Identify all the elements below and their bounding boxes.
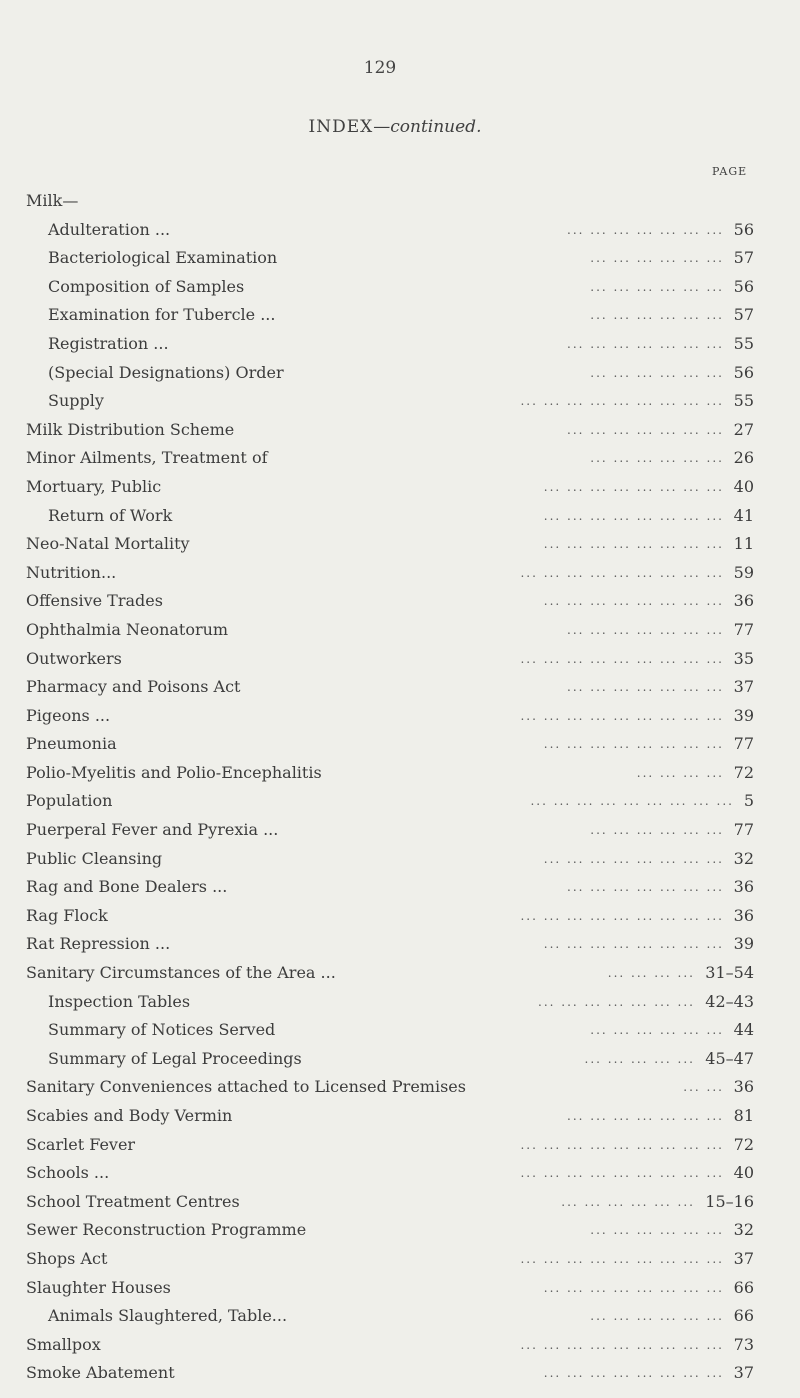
index-entry-label: Puerperal Fever and Pyrexia ... bbox=[26, 820, 279, 840]
title-main: INDEX bbox=[308, 117, 374, 137]
index-entry-leader-dots: ... ... ... ... ... ... ... ... bbox=[543, 479, 724, 494]
index-entry-label: Rag Flock bbox=[26, 905, 108, 925]
index-entry-page: 36 bbox=[733, 1077, 754, 1097]
index-entry bbox=[26, 1245, 766, 1274]
index-entry-label: Bacteriological Examination bbox=[48, 248, 278, 268]
index-entry-label: Milk Distribution Scheme bbox=[26, 419, 235, 439]
index-entry-label: Scabies and Body Vermin bbox=[26, 1106, 233, 1125]
index-entry bbox=[26, 559, 766, 588]
index-entry bbox=[26, 873, 766, 902]
index-entry bbox=[26, 416, 766, 445]
index-entry bbox=[26, 1045, 766, 1074]
index-entry-leader-dots: ... ... ... ... ... ... ... ... ... bbox=[520, 908, 724, 923]
index-entry-label: Public Cleansing bbox=[26, 848, 163, 868]
index-entry-page: 27 bbox=[733, 419, 754, 439]
index-entry-leader-dots: ... ... ... ... bbox=[607, 966, 695, 981]
index-entry bbox=[26, 845, 766, 874]
index-entry-page: 66 bbox=[733, 1306, 754, 1326]
index-entry-leader-dots: ... ... ... ... ... ... bbox=[561, 1194, 695, 1209]
index-entry-label: Inspection Tables bbox=[48, 991, 191, 1011]
index-entry-leader-dots: ... ... ... ... ... ... ... ... ... bbox=[520, 708, 724, 723]
index-entry bbox=[26, 1102, 766, 1131]
index-entry-label: Milk— bbox=[26, 191, 79, 210]
index-entry bbox=[26, 1188, 766, 1217]
index-entry bbox=[26, 1073, 766, 1102]
index-entry-leader-dots: ... ... ... ... ... ... bbox=[590, 1309, 724, 1324]
index-entry bbox=[26, 787, 766, 816]
index-entry-page: 37 bbox=[733, 1363, 754, 1383]
index-entry bbox=[26, 673, 766, 702]
index-entry-label: Offensive Trades bbox=[26, 591, 163, 611]
index-entry-leader-dots: ... ... ... ... ... ... ... bbox=[538, 994, 695, 1009]
index-entry-page: 77 bbox=[733, 619, 754, 639]
index-entry-label: Sanitary Conveniences attached to Licensed Premises bbox=[26, 1077, 466, 1097]
index-entry-leader-dots: ... ... ... ... ... ... ... ... bbox=[543, 1366, 724, 1381]
index-entry bbox=[26, 988, 766, 1017]
index-entry bbox=[26, 216, 766, 245]
index-entry-page: 56 bbox=[733, 219, 754, 239]
page-number: 129 bbox=[363, 58, 397, 78]
index-entry-page: 36 bbox=[733, 905, 754, 925]
index-entry-label: Sanitary Circumstances of the Area ... bbox=[26, 963, 336, 983]
index-entry-label: Rat Repression ... bbox=[26, 934, 171, 954]
index-entry-label: Population bbox=[26, 791, 113, 811]
index-entry-page: 81 bbox=[733, 1106, 754, 1125]
index-entry-label: Adulteration ... bbox=[48, 219, 171, 239]
index-entry-leader-dots: ... ... ... ... ... bbox=[584, 1051, 695, 1066]
index-entry bbox=[26, 759, 766, 788]
index-entry-label: Polio-Myelitis and Polio-Encephalitis bbox=[26, 762, 322, 782]
title-suffix: —continued. bbox=[373, 117, 482, 137]
index-entry-page: 59 bbox=[733, 562, 754, 582]
index-entry-label: Pigeons ... bbox=[26, 705, 111, 725]
index-entry bbox=[26, 616, 766, 645]
index-entry-label: Supply bbox=[48, 391, 104, 411]
index-entry-page: 44 bbox=[733, 1020, 754, 1040]
index-entry-label: Rag and Bone Dealers ... bbox=[26, 877, 228, 897]
page-title bbox=[0, 117, 790, 137]
index-entry-leader-dots: ... ... ... ... ... ... ... ... ... bbox=[520, 394, 724, 409]
index-entry-page: 56 bbox=[733, 276, 754, 296]
index-entry-page: 72 bbox=[733, 762, 754, 782]
index-entry-page: 77 bbox=[733, 734, 754, 754]
index-entry bbox=[26, 1159, 766, 1188]
index-entry bbox=[26, 1274, 766, 1303]
index-entry-label: Sewer Reconstruction Programme bbox=[26, 1220, 307, 1240]
index-entry-leader-dots: ... ... ... ... ... ... ... bbox=[567, 422, 724, 437]
index-entry-leader-dots: ... ... ... ... ... ... ... bbox=[567, 222, 724, 237]
index-entry bbox=[26, 1131, 766, 1160]
index-entry-leader-dots: ... ... ... ... ... ... ... ... bbox=[543, 737, 724, 752]
index-entry bbox=[26, 187, 766, 216]
index-entry-page: 41 bbox=[733, 505, 754, 525]
index-entry bbox=[26, 902, 766, 931]
index-entry-leader-dots: ... ... ... ... bbox=[636, 765, 724, 780]
index-entry bbox=[26, 930, 766, 959]
index-entry-leader-dots: ... ... ... ... ... ... ... bbox=[567, 880, 724, 895]
index-entry-label: Pharmacy and Poisons Act bbox=[26, 677, 241, 697]
index-entry bbox=[26, 444, 766, 473]
index-entry-label: Smoke Abatement bbox=[26, 1363, 175, 1383]
index-entry-leader-dots: ... ... ... ... ... ... bbox=[590, 823, 724, 838]
index-entry-page: 15–16 bbox=[705, 1191, 754, 1211]
index-entry bbox=[26, 587, 766, 616]
index-entry-label: Neo-Natal Mortality bbox=[26, 534, 190, 554]
index-entry-label: Pneumonia bbox=[26, 734, 117, 754]
index-entry-page: 32 bbox=[733, 848, 754, 868]
index-entry-leader-dots: ... ... ... ... ... ... bbox=[590, 1023, 724, 1038]
index-entry bbox=[26, 645, 766, 674]
index-entry-leader-dots: ... ... ... ... ... ... ... ... ... bbox=[520, 565, 724, 580]
index-entry-leader-dots: ... ... ... ... ... ... bbox=[590, 279, 724, 294]
index-entry bbox=[26, 702, 766, 731]
index-entry-page: 37 bbox=[733, 1248, 754, 1268]
index-entry bbox=[26, 1359, 766, 1388]
index-entry-page: 66 bbox=[733, 1277, 754, 1297]
index-entry-page: 39 bbox=[733, 705, 754, 725]
index-entry-label: Return of Work bbox=[48, 505, 173, 525]
index-entry-page: 77 bbox=[733, 820, 754, 840]
index-entry-label: Summary of Notices Served bbox=[48, 1020, 276, 1040]
index-entry-label: Composition of Samples bbox=[48, 276, 245, 296]
index-entry-page: 55 bbox=[733, 333, 754, 353]
index-entry-leader-dots: ... ... ... ... ... ... ... ... bbox=[543, 1280, 724, 1295]
index-entry-page: 56 bbox=[733, 362, 754, 382]
index-entry-leader-dots: ... ... bbox=[683, 1080, 724, 1095]
index-entry-leader-dots: ... ... ... ... ... ... ... ... ... bbox=[520, 1137, 724, 1152]
index-entry-leader-dots: ... ... ... ... ... ... bbox=[590, 1223, 724, 1238]
index-entry-label: Animals Slaughtered, Table... bbox=[48, 1306, 288, 1326]
index-entry-leader-dots: ... ... ... ... ... ... ... ... ... bbox=[530, 794, 734, 809]
index-entry-label: Schools ... bbox=[26, 1163, 110, 1183]
index-entry-page: 26 bbox=[733, 448, 754, 468]
index-entry-leader-dots: ... ... ... ... ... ... ... ... ... bbox=[520, 1251, 724, 1266]
index-entry bbox=[26, 959, 766, 988]
index-entry-page: 36 bbox=[733, 877, 754, 897]
index-entry-leader-dots: ... ... ... ... ... ... bbox=[590, 308, 724, 323]
index-entry-label: Examination for Tubercle ... bbox=[48, 305, 276, 325]
index-entry-leader-dots: ... ... ... ... ... ... ... bbox=[567, 336, 724, 351]
index-entry-label: Scarlet Fever bbox=[26, 1134, 136, 1154]
index-entry-leader-dots: ... ... ... ... ... ... ... ... bbox=[543, 508, 724, 523]
index-entry-page: 45–47 bbox=[705, 1048, 754, 1068]
index-entry-label: Nutrition... bbox=[26, 562, 117, 582]
index-entry-leader-dots: ... ... ... ... ... ... ... ... bbox=[543, 537, 724, 552]
index-entry bbox=[26, 244, 766, 273]
page-column-header: PAGE bbox=[712, 165, 748, 178]
index-entry-label: Minor Ailments, Treatment of bbox=[26, 448, 268, 468]
index-entry bbox=[26, 330, 766, 359]
index-entry-page: 11 bbox=[733, 534, 754, 554]
index-entry-page: 40 bbox=[733, 1163, 754, 1183]
index-entry bbox=[26, 387, 766, 416]
index-entry bbox=[26, 502, 766, 531]
index-entry-page: 36 bbox=[733, 591, 754, 611]
index-entry-page: 37 bbox=[733, 677, 754, 697]
index-entry-label: Outworkers bbox=[26, 648, 122, 668]
index-entry-label: Smallpox bbox=[26, 1334, 101, 1354]
index-entry-leader-dots: ... ... ... ... ... ... ... ... bbox=[543, 937, 724, 952]
index-entry bbox=[26, 1216, 766, 1245]
index-entry-label: Summary of Legal Proceedings bbox=[48, 1048, 302, 1068]
index-entry-label: Shops Act bbox=[26, 1248, 108, 1268]
index-entry-page: 72 bbox=[733, 1134, 754, 1154]
index-entry bbox=[26, 1302, 766, 1331]
index-entry-leader-dots: ... ... ... ... ... ... ... bbox=[567, 680, 724, 695]
index-entry bbox=[26, 730, 766, 759]
index-entry-leader-dots: ... ... ... ... ... ... ... ... bbox=[543, 594, 724, 609]
index-entry bbox=[26, 301, 766, 330]
index-entry bbox=[26, 1331, 766, 1360]
index-entry-page: 32 bbox=[733, 1220, 754, 1240]
index-entry-leader-dots: ... ... ... ... ... ... ... ... ... bbox=[520, 1337, 724, 1352]
index-entry-leader-dots: ... ... ... ... ... ... ... ... bbox=[543, 851, 724, 866]
index-entry-label: Slaughter Houses bbox=[26, 1277, 171, 1297]
index-entry-page: 55 bbox=[733, 391, 754, 411]
index-entry bbox=[26, 473, 766, 502]
index-entry-leader-dots: ... ... ... ... ... ... ... ... ... bbox=[520, 1166, 724, 1181]
index-entry-leader-dots: ... ... ... ... ... ... ... bbox=[567, 622, 724, 637]
index-entry bbox=[26, 816, 766, 845]
index-entry-label: School Treatment Centres bbox=[26, 1191, 240, 1211]
index-entry bbox=[26, 1016, 766, 1045]
index-entry-page: 57 bbox=[733, 305, 754, 325]
index-entry-list bbox=[26, 187, 766, 1388]
index-entry-page: 40 bbox=[733, 476, 754, 496]
index-entry-page: 39 bbox=[733, 934, 754, 954]
index-entry-label: Registration ... bbox=[48, 333, 169, 353]
index-entry-page: 57 bbox=[733, 248, 754, 268]
index-entry-page: 31–54 bbox=[705, 963, 754, 983]
index-entry-label: Mortuary, Public bbox=[26, 476, 162, 496]
index-entry-leader-dots: ... ... ... ... ... ... ... ... ... bbox=[520, 651, 724, 666]
index-entry bbox=[26, 273, 766, 302]
index-entry-page: 5 bbox=[743, 791, 754, 811]
index-entry-leader-dots: ... ... ... ... ... ... bbox=[590, 365, 724, 380]
index-entry-leader-dots: ... ... ... ... ... ... bbox=[590, 251, 724, 266]
index-entry-leader-dots: ... ... ... ... ... ... bbox=[590, 451, 724, 466]
index-entry bbox=[26, 530, 766, 559]
index-entry bbox=[26, 359, 766, 388]
index-entry-label: (Special Designations) Order bbox=[48, 362, 284, 382]
index-entry-leader-dots: ... ... ... ... ... ... ... bbox=[567, 1109, 724, 1123]
index-entry-page: 42–43 bbox=[705, 991, 754, 1011]
index-entry-page: 73 bbox=[733, 1334, 754, 1354]
index-entry-page: 35 bbox=[733, 648, 754, 668]
index-entry-label: Ophthalmia Neonatorum bbox=[26, 619, 229, 639]
